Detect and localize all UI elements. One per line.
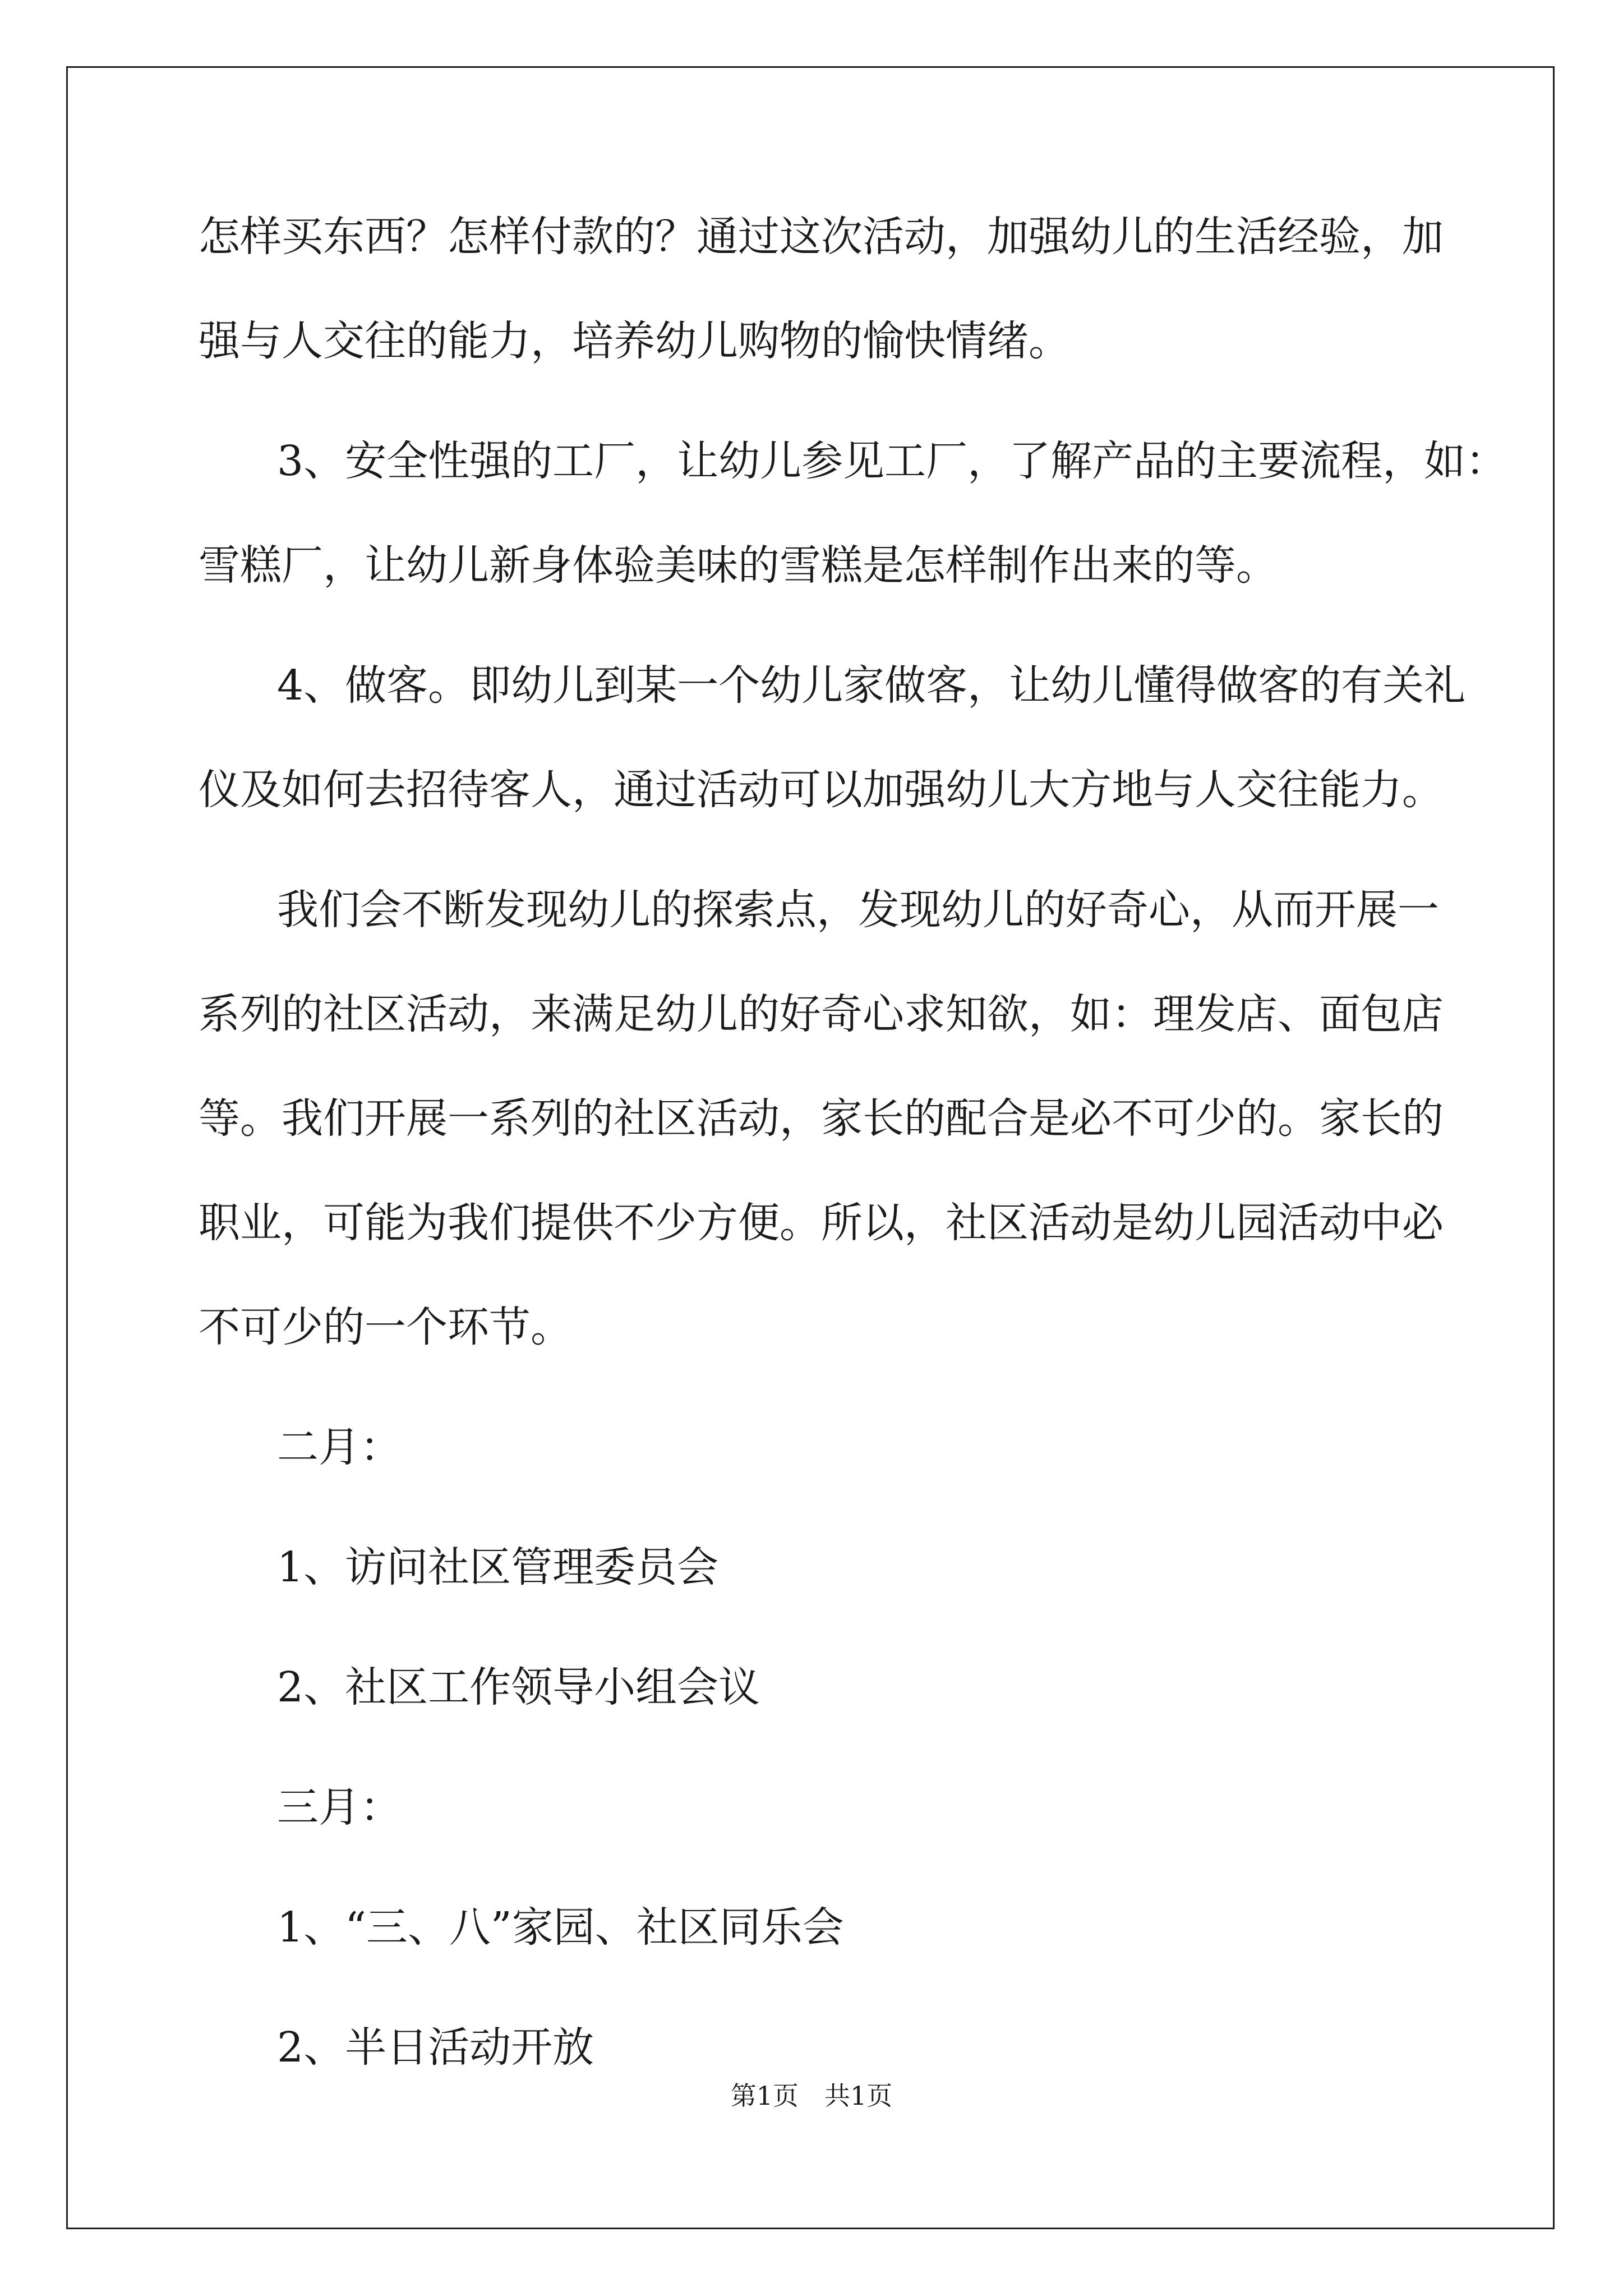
paragraph-line: 3、安全性强的工厂，让幼儿参见工厂，了解产品的主要流程，如：: [277, 437, 1507, 485]
paragraph-line: 不可少的一个环节。: [199, 1303, 572, 1351]
paragraph-line: 雪糕厂，让幼儿新身体验美味的雪糕是怎样制作出来的等。: [199, 541, 1278, 590]
list-item: 1、访问社区管理委员会: [277, 1543, 719, 1591]
paragraph-line: 怎样买东西？怎样付款的？通过这次活动，加强幼儿的生活经验，加: [199, 213, 1444, 261]
page-footer: 第1页 共1页: [730, 2081, 893, 2111]
list-item: 2、半日活动开放: [277, 2023, 594, 2072]
paragraph-line: 强与人交往的能力，培养幼儿购物的愉快情绪。: [199, 317, 1070, 365]
paragraph-line: 系列的社区活动，来满足幼儿的好奇心求知欲，如：理发店、面包店: [199, 990, 1444, 1038]
paragraph-line: 职业，可能为我们提供不少方便。所以，社区活动是幼儿园活动中必: [199, 1199, 1444, 1247]
paragraph-line: 我们会不断发现幼儿的探索点，发现幼儿的好奇心，从而开展一: [277, 886, 1439, 934]
list-item: 2、社区工作领导小组会议: [277, 1663, 760, 1711]
paragraph-line: 等。我们开展一系列的社区活动，家长的配合是必不可少的。家长的: [199, 1094, 1444, 1143]
section-heading: 三月：: [277, 1783, 402, 1832]
list-item: 1、“三、八”家园、社区同乐会: [277, 1903, 844, 1952]
paragraph-line: 仪及如何去招待客人，通过活动可以加强幼儿大方地与人交往能力。: [199, 766, 1444, 814]
paragraph-line: 4、做客。即幼儿到某一个幼儿家做客，让幼儿懂得做客的有关礼: [277, 661, 1466, 710]
section-heading: 二月：: [277, 1423, 402, 1471]
